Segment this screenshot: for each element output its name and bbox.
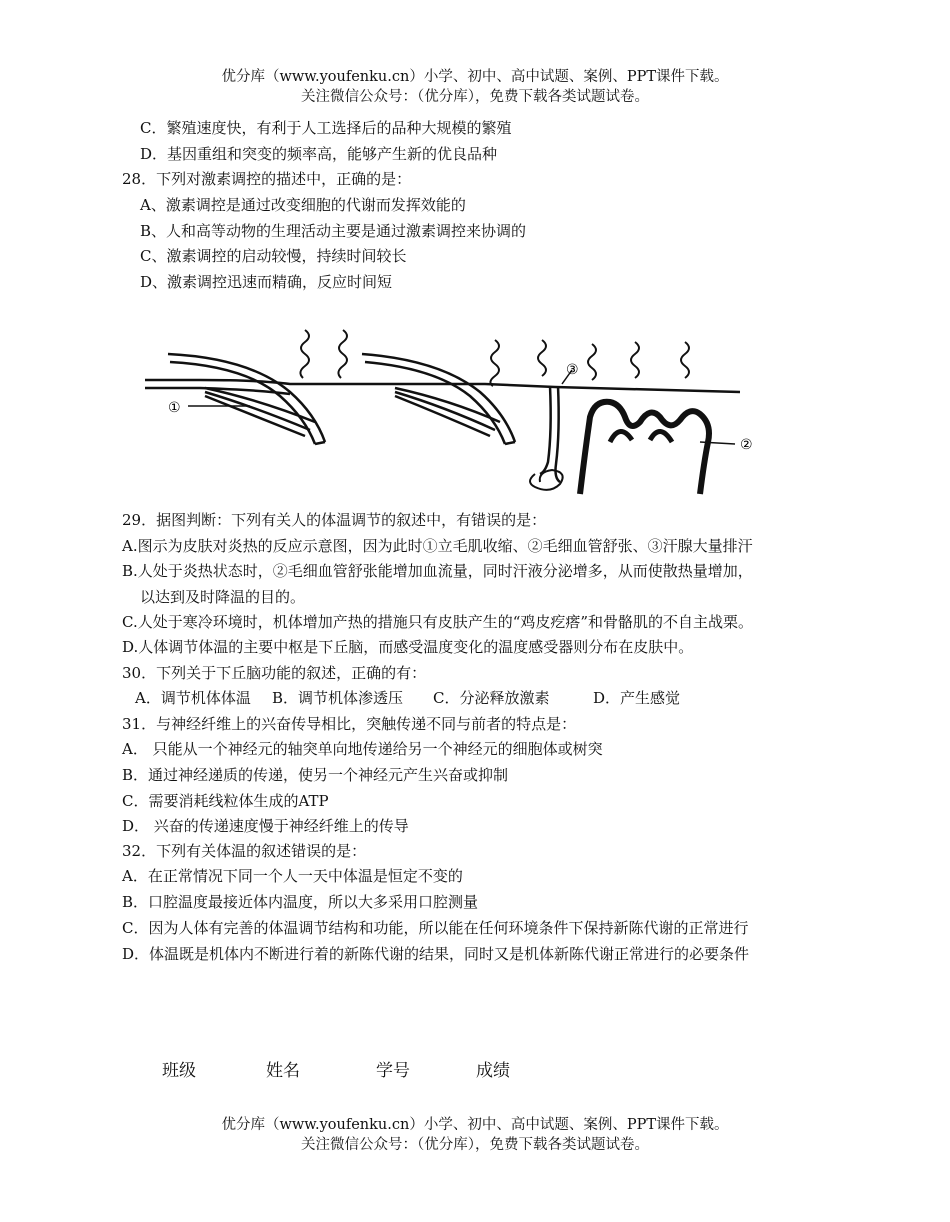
q30-option-b: B．调节机体渗透压 [272, 689, 404, 707]
q27-option-c: C．繁殖速度快，有利于人工选择后的品种大规模的繁殖 [140, 119, 512, 137]
q28-option-d: D、激素调控迅速而精确，反应时间短 [140, 273, 393, 291]
label-2: ② [740, 437, 753, 453]
q29-option-d: D.人体调节体温的主要中枢是下丘脑，而感受温度变化的温度感受器则分布在皮肤中。 [122, 638, 694, 656]
skin-diagram-svg [140, 322, 770, 497]
header-line-2: 关注微信公众号：（优分库），免费下载各类试题试卷。 [301, 89, 649, 105]
q31-option-a: A． 只能从一个神经元的轴突单向地传递给另一个神经元的细胞体或树突 [122, 740, 603, 758]
q31-stem: 31．与神经纤维上的兴奋传导相比，突触传递不同与前者的特点是： [122, 715, 577, 733]
skin-diagram-drawing [145, 330, 740, 494]
q30-option-d: D．产生感觉 [593, 689, 681, 707]
q29-option-b-line2: 以达到及时降温的目的。 [140, 588, 306, 606]
q31-option-c: C．需要消耗线粒体生成的ATP [122, 792, 329, 810]
header-line-1: 优分库（www.youfenku.cn）小学、初中、高中试题、案例、PPT课件下载。 [221, 69, 729, 85]
q29-option-a: A.图示为皮肤对炎热的反应示意图，因为此时①立毛肌收缩、②毛细血管舒张、③汗腺大量排汗 [122, 537, 753, 555]
q28-option-a: A、激素调控是通过改变细胞的代谢而发挥效能的 [140, 196, 466, 214]
footer-line-2: 关注微信公众号：（优分库），免费下载各类试题试卷。 [301, 1137, 649, 1153]
q27-option-d: D．基因重组和突变的频率高，能够产生新的优良品种 [140, 145, 498, 163]
name-label: 姓名 [266, 1061, 300, 1081]
skin-diagram [140, 322, 770, 497]
q29-stem: 29．据图判断：下列有关人的体温调节的叙述中，有错误的是： [122, 511, 547, 529]
q30-option-a: A．调节机体体温 [135, 689, 251, 707]
page-footer [0, 1115, 950, 1155]
q32-option-c: C．因为人体有完善的体温调节结构和功能，所以能在任何环境条件下保持新陈代谢的正常进行 [122, 919, 749, 937]
class-label: 班级 [162, 1061, 196, 1081]
q32-option-a: A．在正常情况下同一个人一天中体温是恒定不变的 [122, 867, 463, 885]
q28-stem: 28．下列对激素调控的描述中，正确的是： [122, 170, 412, 188]
label-3: ③ [566, 362, 579, 378]
q32-stem: 32．下列有关体温的叙述错误的是： [122, 842, 367, 860]
q28-option-c: C、激素调控的启动较慢，持续时间较长 [140, 247, 407, 265]
q29-option-c: C.人处于寒冷环境时，机体增加产热的措施只有皮肤产生的“鸡皮疙瘩”和骨骼肌的不自主战栗。 [122, 613, 754, 631]
page-header [0, 67, 950, 107]
q30-option-c: C．分泌释放激素 [433, 689, 550, 707]
score-label: 成绩 [476, 1061, 510, 1081]
label-1: ① [168, 400, 181, 416]
q31-option-d: D． 兴奋的传递速度慢于神经纤维上的传导 [122, 817, 409, 835]
q32-option-b: B．口腔温度最接近体内温度，所以大多采用口腔测量 [122, 893, 479, 911]
q28-option-b: B、人和高等动物的生理活动主要是通过激素调控来协调的 [140, 222, 527, 240]
q32-option-d: D．体温既是机体内不断进行着的新陈代谢的结果，同时又是机体新陈代谢正常进行的必要条件 [122, 945, 750, 963]
q29-option-b-line1: B.人处于炎热状态时，②毛细血管舒张能增加血流量，同时汗液分泌增多，从而使散热量增加， [122, 562, 753, 580]
q31-option-b: B．通过神经递质的传递，使另一个神经元产生兴奋或抑制 [122, 766, 509, 784]
student-id-label: 学号 [376, 1061, 410, 1081]
q30-stem: 30．下列关于下丘脑功能的叙述，正确的有： [122, 664, 427, 682]
footer-line-1: 优分库（www.youfenku.cn）小学、初中、高中试题、案例、PPT课件下载。 [221, 1117, 729, 1133]
